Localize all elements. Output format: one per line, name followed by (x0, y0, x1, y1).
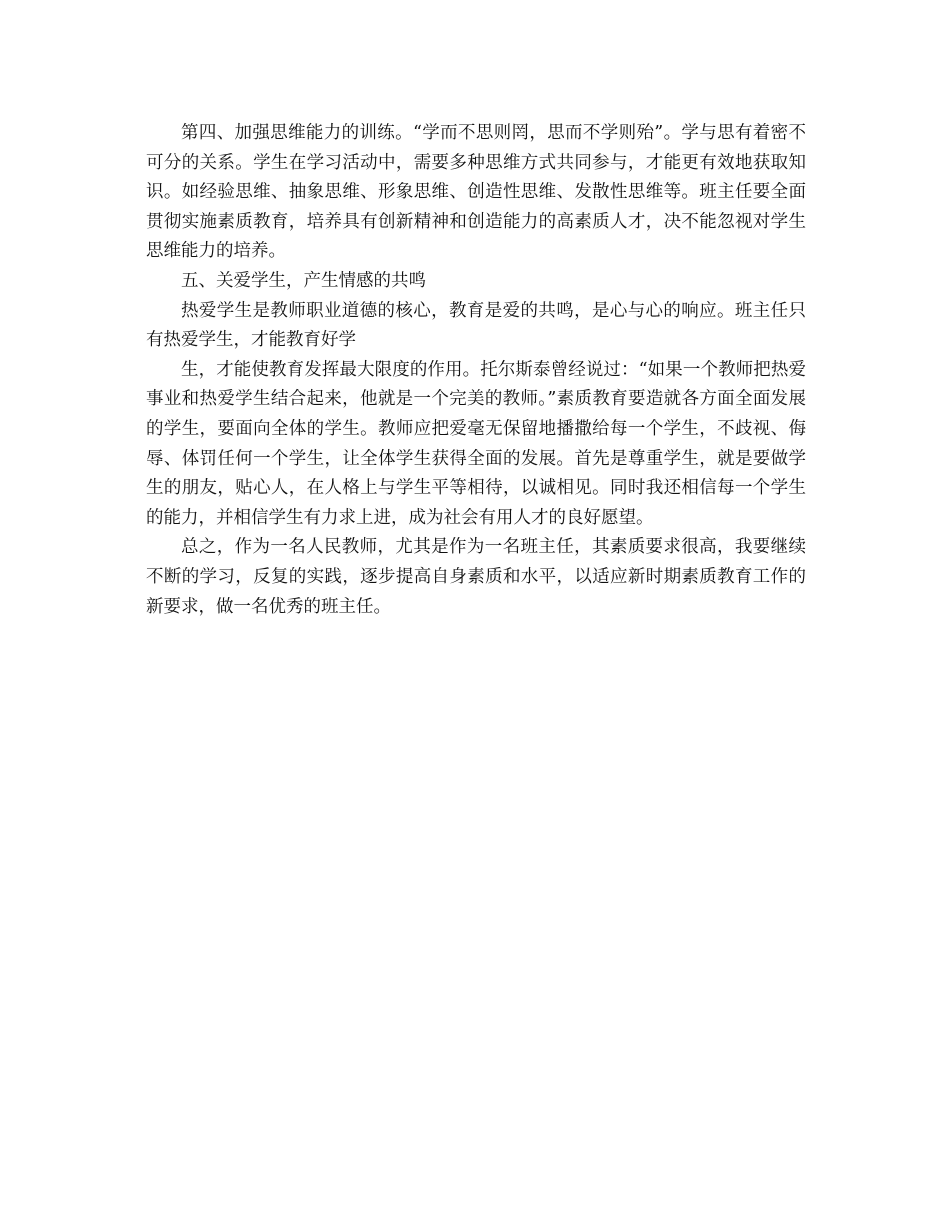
paragraph-tolstoy-quote: 生，才能使教育发挥最大限度的作用。托尔斯泰曾经说过：“如果一个教师把热爱事业和热爱学生结合起来，他就是一个完美的教师。”素质教育要造就各方面全面发展的学生，要面向全体的学生。教师应把爱毫无保留地播撒给每一个学生，不歧视、侮辱、体罚任何一个学生，让全体学生获得全面的发展。首先是尊重学生，就是要做学生的朋友，贴心人，在人格上与学生平等相待，以诚相见。同时我还相信每一个学生的能力，并相信学生有力求上进，成为社会有用人才的良好愿望。 (146, 359, 806, 528)
document-body (146, 119, 806, 622)
section-heading-care-students: 五、关爱学生，产生情感的共鸣 (181, 270, 426, 291)
paragraph-conclusion: 总之，作为一名人民教师，尤其是作为一名班主任，其素质要求很高，我要继续不断的学习，反复的实践，逐步提高自身素质和水平，以适应新时期素质教育工作的新要求，做一名优秀的班主任。 (146, 537, 806, 617)
paragraph-love-students: 热爱学生是教师职业道德的核心，教育是爱的共鸣，是心与心的响应。班主任只有热爱学生，才能教育好学 (146, 300, 806, 351)
paragraph-thinking-training: 第四、加强思维能力的训练。“学而不思则罔，思而不学则殆”。学与思有着密不可分的关系。学生在学习活动中，需要多种思维方式共同参与，才能更有效地获取知识。如经验思维、抽象思维、形象思维、创造性思维、发散性思维等。班主任要全面贯彻实施素质教育，培养具有创新精神和创造能力的高素质人才，决不能忽视对学生思维能力的培养。 (146, 123, 806, 262)
